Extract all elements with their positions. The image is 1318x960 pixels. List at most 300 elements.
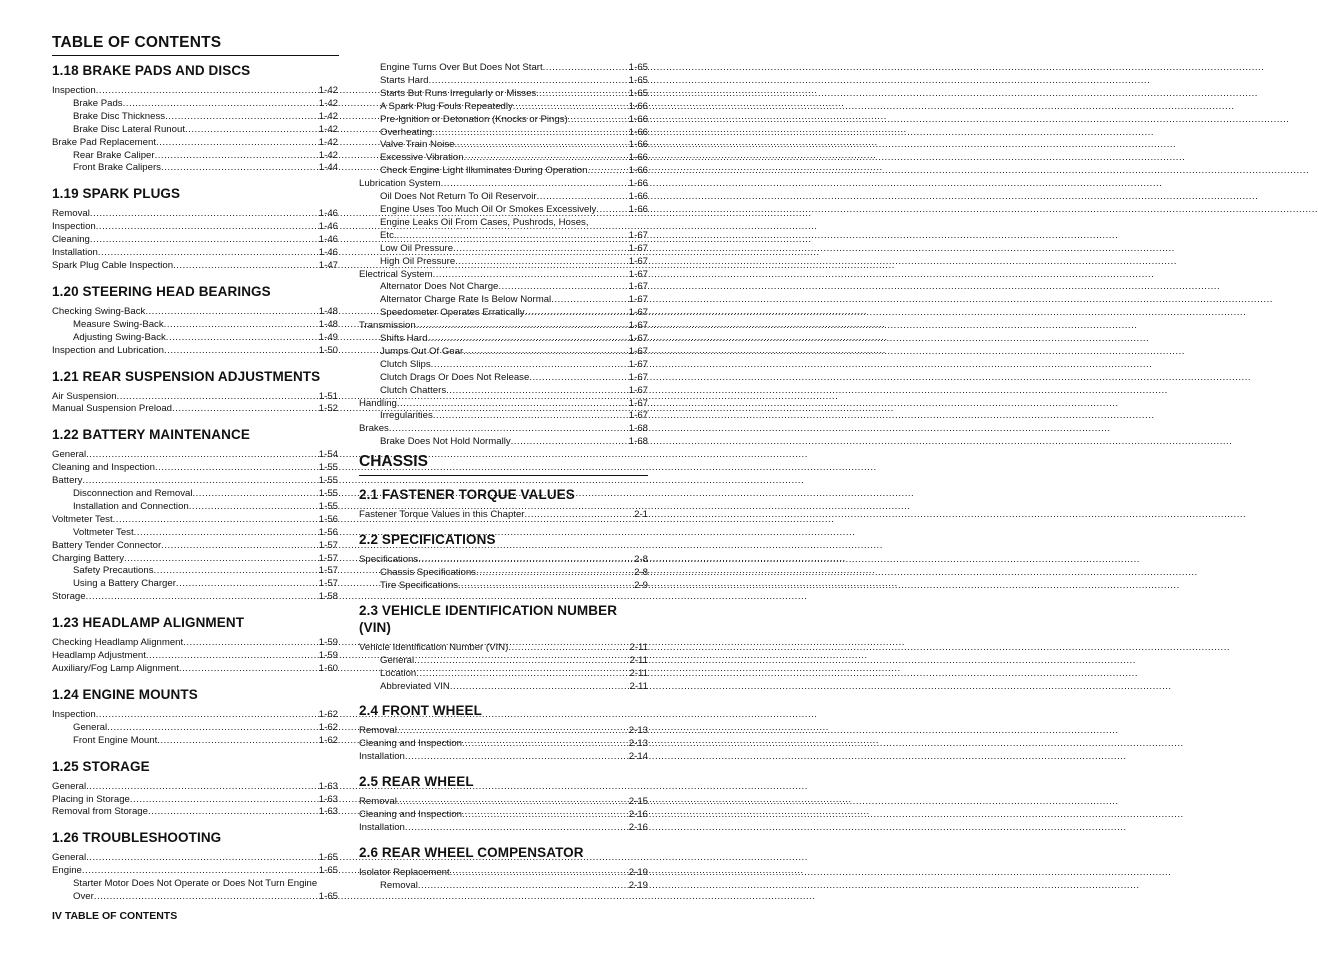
dot-leader: [113, 514, 319, 527]
toc-entry-label: Tire Specifications: [380, 579, 459, 591]
toc-entry-wrapped[interactable]: [52, 878, 338, 904]
dot-leader: [397, 230, 629, 243]
right-column: [359, 62, 648, 893]
dot-leader: [134, 527, 319, 540]
toc-entry-page: 2-11: [629, 667, 648, 679]
toc-entry-page: 2-8: [634, 567, 648, 578]
toc-entry-label: Cleaning and Inspection: [359, 809, 462, 821]
toc-entry-removal[interactable]: [359, 725, 648, 738]
toc-entry-label: Removal: [359, 725, 397, 737]
dot-leader: [414, 655, 629, 668]
dot-leader: [446, 385, 629, 398]
toc-entry-page: 1-55: [318, 462, 338, 474]
toc-entry-rear-brake-caliper[interactable]: [52, 150, 338, 163]
toc-entry-label: Clutch Drags Or Does Not Release: [380, 371, 530, 383]
toc-entry-removal[interactable]: [359, 796, 648, 809]
toc-entry-brake-does-not-hold-normally[interactable]: [359, 436, 648, 449]
toc-entry-cleaning-and-inspection[interactable]: [52, 462, 338, 475]
toc-entry-starts-but-runs-irregularly-or-misses[interactable]: [359, 88, 648, 101]
toc-entry-tire-specifications[interactable]: [359, 580, 648, 593]
toc-entry-alternator-charge-rate-is-below-normal[interactable]: [359, 294, 648, 307]
section-heading[interactable]: 1.18 BRAKE PADS AND DISCS: [52, 63, 251, 78]
toc-entry-auxiliary-fog-lamp-alignment[interactable]: [52, 663, 338, 676]
section-heading[interactable]: 2.3 VEHICLE IDENTIFICATION NUMBER (VIN): [359, 602, 618, 635]
toc-entry-label: Irregularities: [380, 410, 433, 422]
toc-entry-page: 1-63: [318, 806, 338, 818]
toc-entry-label: Engine Turns Over But Does Not Start: [380, 62, 543, 73]
toc-entry-page: 1-67: [628, 345, 648, 357]
toc-section-1-20-steering-head-bearings: [52, 283, 338, 358]
toc-entry-clutch-drags-or-does-not-release[interactable]: [359, 372, 648, 385]
toc-entry-page: 1-66: [628, 152, 648, 164]
toc-entry-general[interactable]: [52, 781, 338, 794]
toc-entry-page: 1-66: [628, 165, 648, 177]
section-heading[interactable]: 1.26 TROUBLESHOOTING: [52, 830, 222, 846]
toc-entry-handling[interactable]: [359, 398, 648, 411]
toc-entry-shifts-hard[interactable]: [359, 333, 648, 346]
dot-leader: [90, 234, 319, 247]
toc-entry-charging-battery[interactable]: [52, 553, 338, 566]
dot-leader: [464, 152, 629, 165]
toc-entry-wrapped[interactable]: [359, 217, 648, 243]
dot-leader: [192, 488, 318, 501]
toc-entry-page: 1-42: [318, 97, 338, 109]
toc-entry-cleaning[interactable]: [52, 234, 338, 247]
dot-leader: [416, 320, 629, 333]
toc-entry-page: 1-66: [628, 113, 648, 125]
toc-entry-label: Speedometer Operates Erratically: [380, 307, 525, 319]
toc-entry-page: 2-16: [628, 809, 648, 821]
toc-entry-voltmeter-test[interactable]: [52, 527, 338, 540]
toc-entry-fastener-torque-values-in-this-chapter[interactable]: [359, 509, 648, 522]
toc-entry-location[interactable]: [359, 668, 648, 681]
dot-leader: [432, 127, 629, 140]
section-heading[interactable]: 1.25 STORAGE: [52, 758, 150, 774]
toc-entry-removal-from-storage[interactable]: [52, 806, 338, 819]
toc-entry-label: Voltmeter Test: [73, 526, 134, 538]
dot-leader: [450, 681, 630, 694]
toc-entry-measure-swing-back[interactable]: [52, 319, 338, 332]
toc-entry-label: Charging Battery: [52, 552, 124, 564]
dot-leader: [418, 880, 629, 893]
toc-entry-general[interactable]: [52, 449, 338, 462]
toc-section-2-3-vehicle-identification-number-vin: [359, 602, 648, 694]
toc-entry-adjusting-swing-back[interactable]: [52, 332, 338, 345]
toc-entry-label: Cleaning and Inspection: [359, 738, 462, 750]
toc-entry-spark-plug-cable-inspection[interactable]: [52, 260, 338, 273]
section-heading[interactable]: 2.2 SPECIFICATIONS: [359, 532, 496, 548]
toc-entry-installation-and-connection[interactable]: [52, 501, 338, 514]
toc-entry-page: 1-60: [318, 663, 338, 674]
toc-entry-label: Electrical System: [359, 268, 433, 280]
toc-entry-page: 1-42: [318, 136, 338, 148]
toc-entry-label: Location: [380, 667, 417, 679]
toc-entry-page: 1-63: [318, 780, 338, 792]
toc-entry-page: 1-65: [318, 891, 338, 903]
toc-entry-page: 1-65: [628, 87, 648, 99]
dot-leader: [173, 260, 319, 273]
toc-entry-removal[interactable]: [359, 880, 648, 893]
toc-entry-transmission[interactable]: [359, 320, 648, 333]
toc-entry-irregularities[interactable]: [359, 410, 648, 423]
toc-entry-page: 1-47: [318, 259, 338, 271]
toc-entry-brake-disc-lateral-runout[interactable]: [52, 124, 338, 137]
toc-entry-page: 1-67: [628, 268, 648, 280]
toc-entry-label: Brake Pads: [73, 97, 123, 109]
dot-leader: [176, 578, 319, 591]
toc-entry-page: 1-59: [318, 650, 338, 662]
toc-entry-general[interactable]: [359, 655, 648, 668]
toc-entry-safety-precautions[interactable]: [52, 565, 338, 578]
toc-entry-page: 1-67: [628, 371, 648, 383]
toc-entry-page: 1-46: [318, 208, 338, 220]
toc-section-1-26-troubleshooting: [52, 829, 338, 904]
toc-entry-page: 1-62: [318, 734, 338, 746]
toc-entry-general[interactable]: [52, 722, 338, 735]
section-heading[interactable]: 1.24 ENGINE MOUNTS: [52, 686, 198, 702]
toc-entry-label: Front Engine Mount: [73, 734, 158, 746]
toc-entry-jumps-out-of-gear[interactable]: [359, 346, 648, 359]
toc-entry-valve-train-noise[interactable]: [359, 139, 648, 152]
toc-entry-brake-pad-replacement[interactable]: [52, 137, 338, 150]
dot-leader: [86, 449, 319, 462]
toc-entry-label-line1: Starter Motor Does Not Operate or Does Not Turn Engine: [73, 878, 318, 890]
toc-entry-brake-pads[interactable]: [52, 98, 338, 111]
toc-entry-page: 1-65: [628, 74, 648, 86]
dot-leader: [536, 88, 629, 101]
toc-entry-label: Brakes: [359, 423, 389, 435]
toc-entry-label: Removal from Storage: [52, 806, 148, 818]
toc-entry-low-oil-pressure[interactable]: [359, 243, 648, 256]
toc-entry-page: 1-67: [628, 242, 648, 254]
section-heading[interactable]: 2.1 FASTENER TORQUE VALUES: [359, 487, 575, 503]
toc-entry-speedometer-operates-erratically[interactable]: [359, 307, 648, 320]
toc-entry-brakes[interactable]: [359, 423, 648, 436]
toc-entry-installation[interactable]: [52, 247, 338, 260]
toc-entry-label: Valve Train Noise: [380, 139, 455, 151]
toc-entry-label: Safety Precautions: [73, 565, 154, 577]
toc-entry-manual-suspension-preload[interactable]: [52, 403, 338, 416]
toc-entry-battery[interactable]: [52, 475, 338, 488]
toc-entry-page: 1-52: [318, 403, 338, 415]
toc-entry-isolator-replacement[interactable]: [359, 867, 648, 880]
toc-entry-label: Clutch Chatters: [380, 384, 447, 396]
toc-entry-inspection-and-lubrication[interactable]: [52, 345, 338, 358]
toc-entry-inspection[interactable]: [52, 709, 338, 722]
dot-leader: [155, 150, 319, 163]
toc-entry-label: Starts Hard: [380, 74, 429, 86]
toc-entry-page: 1-66: [628, 203, 648, 215]
toc-entry-label: Fastener Torque Values in this Chapter: [359, 509, 525, 521]
dot-leader: [86, 852, 319, 865]
dot-leader: [596, 204, 629, 217]
toc-entry-page: 2-11: [629, 680, 648, 692]
toc-entry-label: Removal: [380, 879, 418, 891]
toc-entry-label: Cleaning: [52, 234, 90, 246]
dot-leader: [476, 567, 634, 580]
dot-leader: [157, 735, 319, 748]
toc-entry-page: 1-62: [318, 708, 338, 720]
toc-entry-page: 1-67: [628, 410, 648, 422]
dot-leader: [389, 423, 629, 436]
section-heading[interactable]: 1.21 REAR SUSPENSION ADJUSTMENTS: [52, 368, 321, 384]
dot-leader: [429, 75, 629, 88]
toc-entry-label: Placing in Storage: [52, 793, 130, 805]
chapter-title-chassis[interactable]: CHASSIS: [359, 453, 428, 471]
toc-entry-label: Rear Brake Caliper: [73, 149, 155, 161]
toc-entry-label: Brake Disc Lateral Runout: [73, 123, 185, 135]
toc-entry-electrical-system[interactable]: [359, 269, 648, 282]
toc-entry-page: 1-42: [318, 123, 338, 135]
toc-entry-specifications[interactable]: [359, 554, 648, 567]
toc-section-2-5-rear-wheel: [359, 773, 648, 835]
toc-entry-oil-does-not-return-to-oil-reservoir[interactable]: [359, 191, 648, 204]
toc-entry-page: 1-54: [318, 449, 338, 461]
toc-entry-label: General: [52, 449, 87, 461]
toc-entry-headlamp-adjustment[interactable]: [52, 650, 338, 663]
toc-entry-page: 2-14: [628, 751, 648, 763]
dot-leader: [164, 345, 319, 358]
toc-entry-clutch-chatters[interactable]: [359, 385, 648, 398]
section-heading[interactable]: 1.23 HEADLAMP ALIGNMENT: [52, 615, 245, 631]
toc-section-1-22-battery-maintenance: [52, 426, 338, 604]
toc-entry-engine-uses-too-much-oil-or-smokes-excessively[interactable]: [359, 204, 648, 217]
dot-leader: [96, 221, 319, 234]
toc-entry-label: Brake Disc Thickness: [73, 110, 166, 122]
toc-entry-voltmeter-test[interactable]: [52, 514, 338, 527]
toc-entry-label: Inspection: [52, 708, 96, 720]
toc-section-1-18-brake-pads-and-discs: [52, 62, 338, 175]
toc-entry-page: 2-16: [628, 821, 648, 833]
section-heading[interactable]: 2.5 REAR WHEEL: [359, 774, 474, 790]
dot-leader: [454, 139, 628, 152]
toc-entry-air-suspension[interactable]: [52, 391, 338, 404]
dot-leader: [453, 243, 629, 256]
toc-entry-label: Checking Headlamp Alignment: [52, 637, 184, 649]
page-footer: IV TABLE OF CONTENTS: [52, 910, 178, 922]
toc-entry-page: 1-67: [628, 294, 648, 306]
toc-entry-label: Inspection: [52, 221, 96, 233]
toc-entry-page: 2-11: [629, 654, 648, 666]
toc-entry-installation[interactable]: [359, 822, 648, 835]
toc-entry-page: 1-65: [318, 852, 338, 864]
toc-entry-page: 1-66: [628, 139, 648, 151]
toc-entry-label: Using a Battery Charger: [73, 578, 176, 590]
section-heading[interactable]: 2.6 REAR WHEEL COMPENSATOR: [359, 844, 584, 860]
dot-leader: [172, 403, 319, 416]
toc-entry-excessive-vibration[interactable]: [359, 152, 648, 165]
toc-entry-page: 1-42: [318, 110, 338, 122]
dot-leader: [498, 281, 628, 294]
toc-entry-label: Oil Does Not Return To Oil Reservoir: [380, 191, 537, 203]
toc-entry-vehicle-identification-number-vin[interactable]: [359, 642, 648, 655]
toc-entry-battery-tender-connector[interactable]: [52, 540, 338, 553]
dot-leader: [179, 663, 319, 676]
toc-entry-label: General: [380, 654, 415, 666]
toc-entry-label: Excessive Vibration: [380, 152, 464, 164]
toc-entry-high-oil-pressure[interactable]: [359, 256, 648, 269]
toc-entry-page: 1-67: [628, 397, 648, 409]
dot-leader: [511, 436, 629, 449]
title-rule: [52, 55, 339, 56]
toc-entry-label: Removal: [52, 208, 90, 220]
dot-leader: [543, 62, 629, 75]
dot-leader: [418, 554, 634, 567]
toc-section-2-1-fastener-torque-values: [359, 486, 648, 522]
toc-entry-label: Headlamp Adjustment: [52, 650, 146, 662]
toc-entry-label: Installation: [52, 247, 98, 259]
toc-section-2-2-specifications: [359, 531, 648, 593]
toc-entry-page: 1-68: [628, 423, 648, 435]
toc-entry-clutch-slips[interactable]: [359, 359, 648, 372]
toc-entry-using-a-battery-charger[interactable]: [52, 578, 338, 591]
toc-entry-page: 1-65: [318, 865, 338, 877]
dot-leader: [90, 208, 319, 221]
toc-section-1-23-headlamp-alignment: [52, 614, 338, 676]
toc-entry-label: Brake Pad Replacement: [52, 136, 156, 148]
dot-leader: [117, 391, 319, 404]
toc-entry-page: 2-13: [628, 738, 648, 750]
dot-leader: [98, 247, 319, 260]
toc-entry-label: Lubrication System: [359, 178, 441, 190]
dot-leader: [525, 307, 629, 320]
dot-leader: [185, 124, 319, 137]
section-heading[interactable]: 1.22 BATTERY MAINTENANCE: [52, 427, 250, 443]
dot-leader: [462, 809, 629, 822]
left-column: [52, 62, 338, 904]
toc-entry-label: Auxiliary/Fog Lamp Alignment: [52, 663, 179, 674]
section-heading[interactable]: 1.19 SPARK PLUGS: [52, 186, 181, 202]
toc-entry-check-engine-light-illuminates-during-operation[interactable]: [359, 165, 648, 178]
toc-entry-overheating[interactable]: [359, 127, 648, 140]
toc-entry-label: Pre-Ignition or Detonation (Knocks or Pings): [380, 113, 568, 125]
toc-entry-chassis-specifications[interactable]: [359, 567, 648, 580]
toc-entry-disconnection-and-removal[interactable]: [52, 488, 338, 501]
toc-entry-cleaning-and-inspection[interactable]: [359, 738, 648, 751]
toc-entry-a-spark-plug-fouls-repeatedly[interactable]: [359, 101, 648, 114]
toc-entry-label: Engine Uses Too Much Oil Or Smokes Excessively: [380, 203, 597, 215]
toc-entry-page: 1-62: [318, 721, 338, 733]
toc-entry-inspection[interactable]: [52, 221, 338, 234]
toc-entry-page: 1-55: [318, 500, 338, 512]
toc-entry-label-line2: Etc.: [380, 229, 397, 241]
dot-leader: [551, 294, 629, 307]
toc-entry-lubrication-system[interactable]: [359, 178, 648, 191]
section-heading[interactable]: 2.4 FRONT WHEEL: [359, 703, 483, 719]
toc-entry-label: Overheating: [380, 126, 433, 138]
toc-entry-front-brake-calipers[interactable]: [52, 162, 338, 175]
toc-entry-pre-ignition-or-detonation-knocks-or-pings[interactable]: [359, 114, 648, 127]
toc-entry-label: Cleaning and Inspection: [52, 462, 155, 474]
toc-entry-label: Low Oil Pressure: [380, 242, 454, 254]
dot-leader: [155, 462, 319, 475]
toc-entry-label: Clutch Slips: [380, 358, 431, 370]
chapter-rule: [359, 475, 648, 476]
toc-entry-removal[interactable]: [52, 208, 338, 221]
dot-leader: [463, 346, 629, 359]
toc-entry-page: 1-56: [318, 526, 338, 538]
toc-entry-label: High Oil Pressure: [380, 255, 456, 267]
toc-entry-page: 1-67: [628, 384, 648, 396]
toc-entry-label: Manual Suspension Preload: [52, 403, 173, 415]
toc-entry-cleaning-and-inspection[interactable]: [359, 809, 648, 822]
toc-entry-label: Alternator Charge Rate Is Below Normal: [380, 294, 552, 306]
toc-entry-checking-headlamp-alignment[interactable]: [52, 637, 338, 650]
toc-entry-label: Removal: [359, 796, 397, 808]
toc-entry-page: 1-46: [318, 247, 338, 259]
toc-entry-engine-turns-over-but-does-not-start[interactable]: [359, 62, 648, 75]
dot-leader: [405, 822, 629, 835]
toc-entry-page: 1-67: [628, 358, 648, 370]
dot-leader: [513, 101, 629, 114]
toc-entry-page: 1-46: [318, 234, 338, 246]
toc-entry-page: 1-66: [628, 178, 648, 190]
toc-entry-page: 1-48: [318, 318, 338, 330]
toc-entry-abbreviated-vin[interactable]: [359, 681, 648, 694]
toc-entry-label: Vehicle Identification Number (VIN): [359, 641, 509, 653]
toc-entry-label: General: [52, 780, 87, 792]
toc-section-2-6-rear-wheel-compensator: [359, 844, 648, 893]
toc-entry-label: Jumps Out Of Gear: [380, 345, 464, 357]
toc-entry-page: 1-67: [628, 320, 648, 332]
toc-entry-brake-disc-thickness[interactable]: [52, 111, 338, 124]
toc-entry-page: 1-58: [318, 591, 338, 603]
toc-entry-label: Air Suspension: [52, 390, 117, 402]
dot-leader: [166, 332, 319, 345]
toc-entry-label: Inspection and Lubrication: [52, 344, 165, 356]
toc-entry-label: Abbreviated VIN: [380, 680, 450, 692]
toc-entry-page: 1-42: [318, 85, 338, 96]
dot-leader: [441, 178, 629, 191]
section-heading[interactable]: 1.20 STEERING HEAD BEARINGS: [52, 283, 271, 299]
toc-entry-storage[interactable]: [52, 591, 338, 604]
dot-leader: [123, 98, 319, 111]
toc-entry-front-engine-mount[interactable]: [52, 735, 338, 748]
toc-entry-label: General: [73, 721, 108, 733]
toc-entry-label: Starts But Runs Irregularly or Misses: [380, 87, 537, 99]
toc-entry-page: 1-66: [628, 191, 648, 203]
toc-entry-placing-in-storage[interactable]: [52, 794, 338, 807]
toc-entry-page: 1-56: [318, 513, 338, 525]
toc-entry-label: Isolator Replacement: [359, 866, 450, 878]
dot-leader: [587, 165, 628, 178]
toc-entry-alternator-does-not-charge[interactable]: [359, 281, 648, 294]
dot-leader: [145, 306, 318, 319]
toc-entry-label-line2: Over: [73, 891, 94, 903]
dot-leader: [433, 269, 629, 282]
toc-entry-installation[interactable]: [359, 751, 648, 764]
dot-leader: [455, 256, 629, 269]
toc-entry-label: Installation: [359, 751, 405, 763]
dot-leader: [82, 475, 318, 488]
toc-entry-inspection[interactable]: [52, 85, 338, 98]
toc-entry-checking-swing-back[interactable]: [52, 306, 338, 319]
page-title: TABLE OF CONTENTS: [52, 34, 222, 51]
toc-entry-starts-hard[interactable]: [359, 75, 648, 88]
dot-leader: [397, 398, 629, 411]
toc-entry-general[interactable]: [52, 852, 338, 865]
toc-entry-page: 1-55: [318, 475, 338, 487]
dot-leader: [86, 591, 319, 604]
toc-entry-label: Inspection: [52, 85, 96, 96]
dot-leader: [96, 709, 319, 722]
dot-leader: [462, 738, 629, 751]
toc-entry-page: 2-1: [634, 509, 648, 521]
toc-entry-label: Disconnection and Removal: [73, 488, 193, 500]
toc-entry-label: Installation and Connection: [73, 500, 189, 512]
toc-entry-engine[interactable]: [52, 865, 338, 878]
dot-leader: [450, 867, 629, 880]
